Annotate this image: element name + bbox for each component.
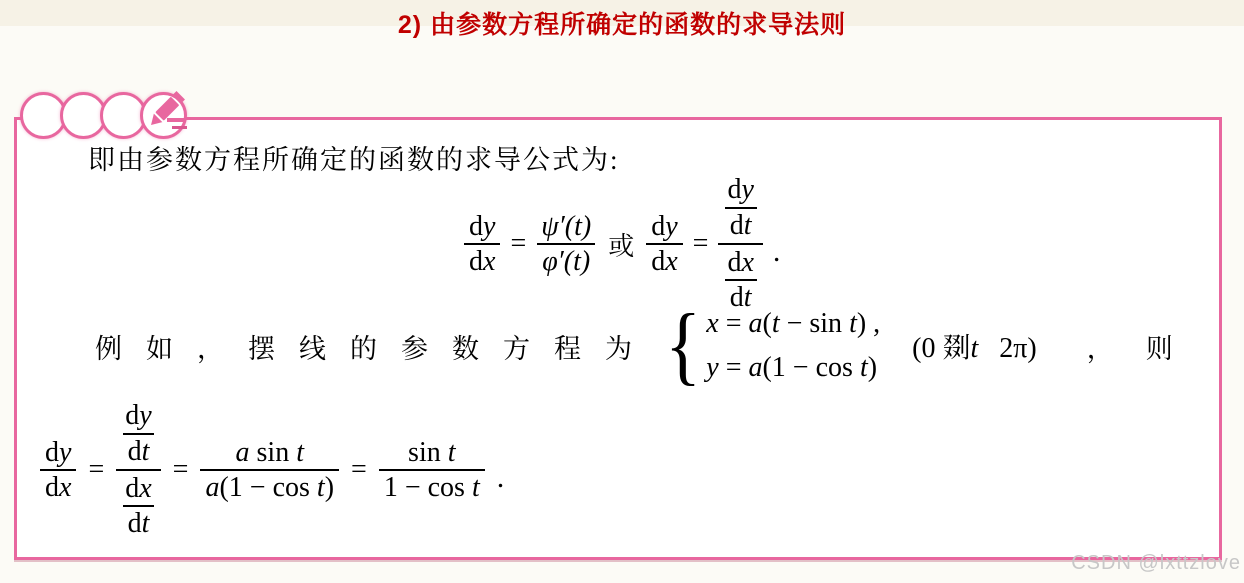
- parametric-system: [662, 297, 881, 394]
- then-text: 则: [1145, 333, 1173, 364]
- equals-sign: =: [692, 228, 709, 259]
- nested-fraction-dydt-dxdt: [116, 400, 160, 539]
- or-text: 或: [608, 231, 635, 261]
- system-equations: [706, 308, 880, 384]
- fraction-psi-phi: $\frac{\psi'(t)}{\varphi'(t)}$: [536, 211, 596, 278]
- fraction-sint: $\frac{\text{sin t}}{\text{1 − cos t}}$: [379, 437, 485, 504]
- fraction-dy-dt: $\frac{dy}{dt}$: [120, 400, 156, 467]
- fraction-dy-dx: $\frac{dy}{dx}$: [464, 211, 500, 278]
- fraction-dy-dx: $\frac{dy}{dx}$: [40, 437, 76, 504]
- comma: ，: [1086, 333, 1114, 364]
- parameter-range: (0 剟t 2π): [912, 333, 1037, 364]
- example-line: [95, 297, 1173, 394]
- fraction-asint: $\frac{\text{a sin t}}{\text{a(1 − cos t)}}$: [200, 437, 339, 504]
- page-title: 2) 由参数方程所确定的函数的求导法则: [397, 11, 847, 39]
- fraction-dy-dt: $\frac{dy}{dt}$: [722, 174, 758, 241]
- period: .: [496, 461, 505, 494]
- fraction-dx-dt: $\frac{dx}{dt}$: [120, 473, 156, 540]
- equals-sign: =: [351, 454, 367, 485]
- equation-y: y = a(1 − cos t): [706, 352, 878, 383]
- intro-text: 即由参数方程所确定的函数的求导公式为:: [88, 145, 620, 175]
- equals-sign: =: [88, 454, 105, 485]
- derivative-formula: [464, 174, 780, 314]
- equals-sign: =: [510, 228, 527, 259]
- example-text: 例如，摆线的参数方程为: [95, 333, 656, 364]
- fraction-dx-dt: $\frac{dx}{dt}$: [722, 247, 758, 314]
- cycloid-derivative-formula: [40, 400, 504, 540]
- period: .: [772, 235, 781, 268]
- pencil-icon: [146, 86, 194, 141]
- nested-fraction-dydt-dxdt: [718, 174, 762, 313]
- fraction-dy-dx: $\frac{dy}{dx}$: [646, 211, 682, 278]
- left-brace: {: [665, 297, 702, 394]
- equation-x: x = a(t − sin t) ,: [706, 308, 881, 339]
- watermark: CSDN @lxttzlove: [1071, 552, 1241, 574]
- equals-sign: =: [172, 454, 189, 485]
